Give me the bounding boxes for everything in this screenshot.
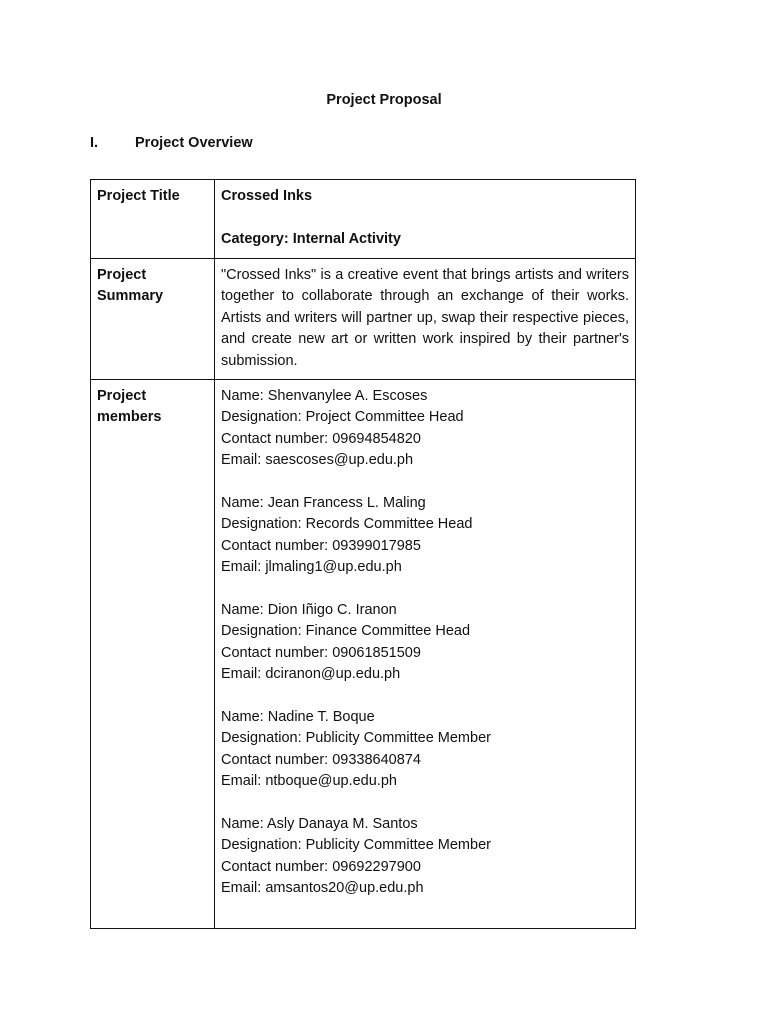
project-title-value-cell xyxy=(215,180,636,259)
member-entry xyxy=(221,493,629,579)
member-name: Name: Asly Danaya M. Santos xyxy=(221,816,418,833)
section-title: Project Overview xyxy=(135,135,253,151)
project-members-label xyxy=(91,380,215,929)
table-row-project-members xyxy=(91,380,636,929)
member-email: Email: dciranon@up.edu.ph xyxy=(221,666,401,683)
project-members-list xyxy=(215,380,636,929)
project-summary-label xyxy=(91,259,215,380)
member-email: Email: ntboque@up.edu.ph xyxy=(221,773,397,790)
member-contact: Contact number: 09692297900 xyxy=(221,858,421,875)
member-designation: Designation: Records Committee Head xyxy=(221,516,473,533)
section-number: I. xyxy=(90,135,99,151)
member-email: Email: amsantos20@up.edu.ph xyxy=(221,880,424,897)
project-summary-label-line2: Summary xyxy=(97,288,164,305)
project-summary-text: "Crossed Inks" is a creative event that brings artists and writers together to collaborate through an exchange of their works. Artists and writers will partner up, swap their respective pieces, and create new art or written work inspired by their partner's submission. xyxy=(215,259,636,380)
member-contact: Contact number: 09694854820 xyxy=(221,430,421,447)
member-designation: Designation: Project Committee Head xyxy=(221,409,464,426)
project-category: Category: Internal Activity xyxy=(221,230,401,247)
member-entry xyxy=(221,386,629,472)
project-overview-table xyxy=(90,179,636,929)
project-title-value: Crossed Inks xyxy=(221,188,313,204)
member-name: Name: Jean Francess L. Maling xyxy=(221,495,426,512)
project-members-label-line1: Project xyxy=(97,388,147,404)
table-row-project-summary xyxy=(91,259,636,380)
member-contact: Contact number: 09061851509 xyxy=(221,644,421,661)
member-entry xyxy=(221,707,629,793)
member-email: Email: saescoses@up.edu.ph xyxy=(221,452,414,469)
section-heading xyxy=(90,135,253,151)
member-contact: Contact number: 09399017985 xyxy=(221,537,421,554)
member-email: Email: jlmaling1@up.edu.ph xyxy=(221,559,402,576)
document-title: Project Proposal xyxy=(326,92,442,108)
member-contact: Contact number: 09338640874 xyxy=(221,751,421,768)
member-name: Name: Dion Iñigo C. Iranon xyxy=(221,602,397,619)
member-name: Name: Nadine T. Boque xyxy=(221,709,375,726)
member-entry xyxy=(221,814,629,900)
project-title-label: Project Title xyxy=(91,180,215,259)
project-members-label-line2: members xyxy=(97,409,162,426)
member-designation: Designation: Finance Committee Head xyxy=(221,623,471,640)
member-designation: Designation: Publicity Committee Member xyxy=(221,730,491,747)
member-name: Name: Shenvanylee A. Escoses xyxy=(221,388,428,404)
member-designation: Designation: Publicity Committee Member xyxy=(221,837,491,854)
project-summary-label-line1: Project xyxy=(97,267,147,283)
member-entry xyxy=(221,600,629,686)
table-row-project-title xyxy=(91,180,636,259)
